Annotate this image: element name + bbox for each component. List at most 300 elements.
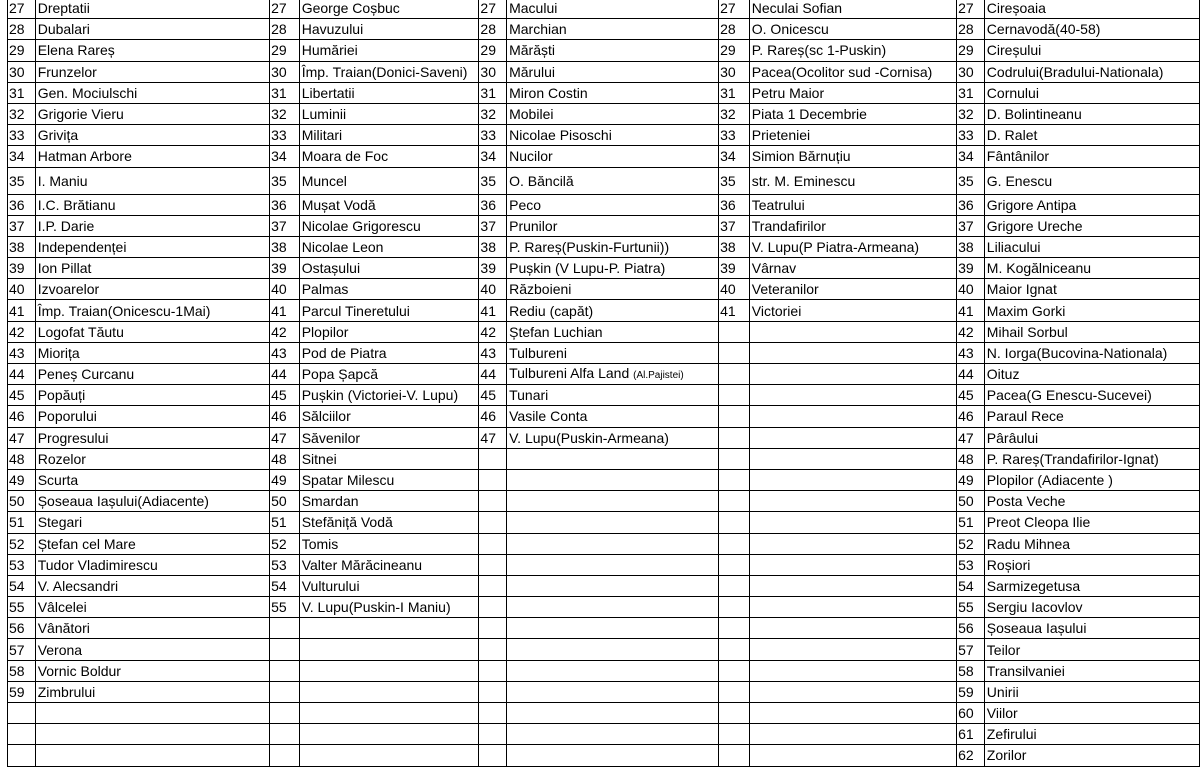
street-number-cell: 45 (270, 385, 300, 406)
street-name: Zimbrului (37, 683, 96, 700)
street-number-cell: 28 (719, 19, 750, 40)
street-name: Maxim Gorki (986, 302, 1066, 319)
street-name-cell (507, 427, 719, 448)
street-name: Sarmizegetusa (986, 577, 1081, 594)
street-name: Libertatii (301, 84, 355, 101)
streets-table-body (8, 0, 1200, 766)
table-row (8, 146, 1200, 167)
street-number-cell: 55 (8, 597, 36, 618)
street-name-cell (507, 279, 719, 300)
street-name: Zorilor (986, 747, 1027, 764)
street-name-cell (35, 0, 269, 19)
street-name-cell (749, 103, 956, 124)
street-number-cell: 34 (719, 146, 750, 167)
street-name-cell (507, 146, 719, 167)
street-name: Ostașului (301, 260, 361, 277)
street-number-cell (270, 724, 300, 745)
street-name-cell (35, 258, 269, 279)
street-number-cell: 30 (270, 61, 300, 82)
street-number-cell (719, 321, 750, 342)
street-name-cell (749, 82, 956, 103)
street-name-cell (984, 448, 1199, 469)
street-number-cell: 28 (957, 19, 985, 40)
street-number-cell: 28 (270, 19, 300, 40)
street-name-cell (299, 258, 479, 279)
street-number-cell (479, 512, 507, 533)
street-name: Ștefan Luchian (509, 323, 603, 340)
street-name-cell (299, 554, 479, 575)
street-number-cell: 34 (479, 146, 507, 167)
street-name-cell (299, 385, 479, 406)
table-row (8, 279, 1200, 300)
table-row (8, 364, 1200, 385)
street-name: Vulturului (301, 577, 360, 594)
street-number-cell (8, 745, 36, 766)
street-name-cell (35, 103, 269, 124)
street-name-cell (749, 321, 956, 342)
street-name-cell (984, 19, 1199, 40)
street-name-cell (299, 194, 479, 215)
street-number-cell: 55 (270, 597, 300, 618)
street-number-cell: 37 (270, 215, 300, 236)
street-number-cell: 40 (8, 279, 36, 300)
street-number-cell: 37 (479, 215, 507, 236)
street-name-cell (35, 491, 269, 512)
street-name: Simion Bărnuțiu (751, 148, 851, 165)
street-number-cell: 28 (479, 19, 507, 40)
street-number-cell: 27 (957, 0, 985, 19)
street-number-cell: 51 (8, 512, 36, 533)
street-number-cell: 45 (479, 385, 507, 406)
street-number-cell: 45 (957, 385, 985, 406)
street-name: N. Iorga(Bucovina-Nationala) (986, 344, 1168, 361)
street-number-cell: 31 (479, 82, 507, 103)
street-name-cell (299, 491, 479, 512)
table-row (8, 703, 1200, 724)
street-number-cell (719, 554, 750, 575)
street-name-cell (749, 703, 956, 724)
street-number-cell: 41 (270, 300, 300, 321)
street-name: Nicolae Pisoschi (509, 127, 612, 144)
street-name: Elena Rareș (37, 42, 115, 59)
street-name-cell (507, 103, 719, 124)
street-number-cell (479, 724, 507, 745)
street-name-cell (749, 660, 956, 681)
street-name-cell (749, 385, 956, 406)
street-number-cell (479, 575, 507, 596)
table-row (8, 406, 1200, 427)
street-number-cell (719, 681, 750, 702)
street-name-cell (299, 236, 479, 257)
table-row (8, 103, 1200, 124)
street-name: Pod de Piatra (301, 344, 387, 361)
street-name: Teatrului (751, 196, 805, 213)
street-number-cell: 31 (719, 82, 750, 103)
street-number-cell (479, 618, 507, 639)
street-name-cell (507, 575, 719, 596)
street-number-cell: 39 (957, 258, 985, 279)
street-number-cell: 50 (957, 491, 985, 512)
street-number-cell (479, 703, 507, 724)
street-number-cell: 34 (957, 146, 985, 167)
street-name-cell (299, 40, 479, 61)
street-number-cell: 45 (8, 385, 36, 406)
street-name-cell (984, 724, 1199, 745)
table-row (8, 469, 1200, 490)
street-name-cell (35, 215, 269, 236)
street-number-cell: 50 (8, 491, 36, 512)
street-number-cell: 29 (957, 40, 985, 61)
street-name-cell (299, 618, 479, 639)
table-row (8, 194, 1200, 215)
street-number-cell: 27 (479, 0, 507, 19)
table-row (8, 236, 1200, 257)
street-name-cell (749, 745, 956, 766)
street-name-cell (749, 639, 956, 660)
street-name: Mobilei (509, 106, 554, 123)
street-name-cell (35, 597, 269, 618)
street-name: D. Bolintineanu (986, 106, 1082, 123)
street-name-cell (35, 19, 269, 40)
street-number-cell: 41 (957, 300, 985, 321)
street-number-cell (270, 639, 300, 660)
street-name-cell (749, 167, 956, 194)
street-name-cell (507, 639, 719, 660)
street-name: Tomis (301, 535, 339, 552)
street-number-cell (719, 660, 750, 681)
street-name: Sergiu Iacovlov (986, 599, 1083, 616)
street-name: O. Băncilă (509, 172, 574, 189)
street-name-cell (984, 681, 1199, 702)
street-number-cell (270, 703, 300, 724)
street-name: Verona (37, 641, 83, 658)
street-number-cell (719, 745, 750, 766)
street-name-cell (984, 597, 1199, 618)
street-name: I. Maniu (37, 172, 88, 189)
street-name: Trandafirilor (751, 217, 826, 234)
table-row (8, 385, 1200, 406)
street-name: P. Rareș(Trandafirilor-Ignat) (986, 450, 1159, 467)
street-number-cell: 32 (719, 103, 750, 124)
street-number-cell: 32 (270, 103, 300, 124)
street-name-cell (749, 61, 956, 82)
street-number-cell: 44 (479, 364, 507, 385)
street-name: Prunilor (509, 217, 558, 234)
street-name: Paraul Rece (986, 408, 1064, 425)
street-number-cell (719, 342, 750, 363)
street-name-cell (35, 61, 269, 82)
street-name: Grigore Antipa (986, 196, 1077, 213)
street-name-cell (299, 427, 479, 448)
street-name-cell (299, 146, 479, 167)
table-row (8, 125, 1200, 146)
street-name: Poporului (37, 408, 97, 425)
street-name-cell (984, 0, 1199, 19)
street-name: Stefăniță Vodă (301, 514, 393, 531)
street-name-cell (984, 258, 1199, 279)
street-number-cell: 44 (957, 364, 985, 385)
street-name: V. Lupu(Puskin-Armeana) (509, 429, 669, 446)
street-number-cell (479, 681, 507, 702)
street-name: Împ. Traian(Donici-Saveni) (301, 63, 468, 80)
table-row (8, 19, 1200, 40)
street-number-cell: 41 (719, 300, 750, 321)
street-name: George Coșbuc (301, 0, 400, 17)
street-name-cell (299, 19, 479, 40)
street-name-cell (299, 82, 479, 103)
street-name-cell (507, 342, 719, 363)
street-number-cell (479, 491, 507, 512)
street-name: Rediu (capăt) (509, 302, 594, 319)
street-name-cell (749, 448, 956, 469)
street-number-cell: 32 (479, 103, 507, 124)
street-name: Peco (509, 196, 542, 213)
street-name-cell (35, 575, 269, 596)
street-number-cell: 42 (8, 321, 36, 342)
street-name-cell (984, 103, 1199, 124)
street-name-cell (299, 279, 479, 300)
street-name-cell (984, 236, 1199, 257)
street-name: Roșiori (986, 556, 1031, 573)
street-name: Maior Ignat (986, 281, 1057, 298)
street-name: Grigorie Vieru (37, 106, 124, 123)
street-name: Cernavodă(40-58) (986, 21, 1101, 38)
street-number-cell: 34 (8, 146, 36, 167)
street-number-cell: 30 (719, 61, 750, 82)
street-name: P. Rareș(Puskin-Furtunii)) (509, 238, 670, 255)
street-name-cell (35, 40, 269, 61)
street-name: Piata 1 Decembrie (751, 106, 867, 123)
street-name: Șoseaua Iașului(Adiacente) (37, 493, 209, 510)
table-row (8, 0, 1200, 19)
street-number-cell: 43 (270, 342, 300, 363)
street-name-cell (299, 660, 479, 681)
street-name: Plopilor (301, 323, 349, 340)
street-name-cell (749, 215, 956, 236)
street-number-cell: 54 (957, 575, 985, 596)
street-number-cell: 27 (270, 0, 300, 19)
table-row (8, 681, 1200, 702)
street-name: Mărului (509, 63, 556, 80)
street-number-cell: 30 (957, 61, 985, 82)
street-number-cell: 52 (957, 533, 985, 554)
street-name-cell (749, 125, 956, 146)
street-name: Pârâului (986, 429, 1039, 446)
street-number-cell: 35 (270, 167, 300, 194)
street-number-cell (479, 554, 507, 575)
street-number-cell: 28 (8, 19, 36, 40)
street-name-cell (749, 0, 956, 19)
street-name-cell (299, 745, 479, 766)
street-number-cell: 32 (957, 103, 985, 124)
street-name-cell (35, 364, 269, 385)
street-number-cell: 53 (8, 554, 36, 575)
street-number-cell: 60 (957, 703, 985, 724)
street-number-cell: 46 (957, 406, 985, 427)
street-name-cell (749, 236, 956, 257)
street-name: V. Lupu(P Piatra-Armeana) (751, 238, 920, 255)
street-number-cell (719, 533, 750, 554)
table-row (8, 215, 1200, 236)
street-name-cell (507, 597, 719, 618)
street-name-cell (984, 512, 1199, 533)
street-name-cell (507, 533, 719, 554)
street-name-cell (984, 618, 1199, 639)
table-row (8, 82, 1200, 103)
street-name-cell (299, 61, 479, 82)
street-number-cell: 30 (8, 61, 36, 82)
street-number-cell: 58 (8, 660, 36, 681)
street-number-cell (719, 597, 750, 618)
street-name-cell (749, 300, 956, 321)
street-name-cell (35, 167, 269, 194)
street-number-cell (719, 406, 750, 427)
street-number-cell: 40 (270, 279, 300, 300)
street-name: Izvoarelor (37, 281, 100, 298)
table-row (8, 618, 1200, 639)
street-name-cell (507, 491, 719, 512)
street-number-cell: 30 (479, 61, 507, 82)
street-name-cell (299, 342, 479, 363)
street-name-cell (299, 0, 479, 19)
street-number-cell: 38 (479, 236, 507, 257)
street-name: Ștefan cel Mare (37, 535, 136, 552)
street-number-cell (719, 385, 750, 406)
street-name-cell (35, 321, 269, 342)
street-name: Unirii (986, 683, 1019, 700)
street-number-cell (8, 724, 36, 745)
street-name-cell (749, 554, 956, 575)
street-name-cell (984, 125, 1199, 146)
street-number-cell (479, 639, 507, 660)
street-name: Frunzelor (37, 63, 97, 80)
street-number-cell: 37 (719, 215, 750, 236)
street-name: Tudor Vladimirescu (37, 556, 158, 573)
street-name: Vasile Conta (509, 408, 588, 425)
street-name-cell (749, 575, 956, 596)
street-number-cell: 41 (479, 300, 507, 321)
street-number-cell: 49 (8, 469, 36, 490)
street-name: Victoriei (751, 302, 802, 319)
street-name-cell (507, 385, 719, 406)
street-number-cell (719, 618, 750, 639)
street-number-cell (479, 745, 507, 766)
street-name: Pușkin (Victoriei-V. Lupu) (301, 387, 459, 404)
street-name: Gen. Mociulschi (37, 84, 138, 101)
street-name: Fântânilor (986, 148, 1050, 165)
street-name-cell (984, 167, 1199, 194)
street-name-cell (507, 406, 719, 427)
street-name-cell (299, 103, 479, 124)
street-name: Pacea(G Enescu-Sucevei) (986, 387, 1152, 404)
street-name-cell (35, 385, 269, 406)
street-number-cell (479, 469, 507, 490)
street-number-cell (8, 703, 36, 724)
street-name-cell (984, 342, 1199, 363)
table-row (8, 597, 1200, 618)
street-number-cell: 33 (479, 125, 507, 146)
street-number-cell (479, 533, 507, 554)
street-number-cell: 42 (270, 321, 300, 342)
street-number-cell: 33 (8, 125, 36, 146)
street-name: Rozelor (37, 450, 86, 467)
street-name-cell (984, 427, 1199, 448)
street-number-cell: 58 (957, 660, 985, 681)
street-name: Petru Maior (751, 84, 825, 101)
street-name: Vânători (37, 620, 90, 637)
street-name-cell (749, 491, 956, 512)
street-name-cell (507, 703, 719, 724)
street-name-cell (299, 597, 479, 618)
street-name-cell (749, 724, 956, 745)
street-name-cell (299, 469, 479, 490)
street-number-cell: 38 (8, 236, 36, 257)
street-name-cell (507, 681, 719, 702)
street-name: Smardan (301, 493, 359, 510)
street-number-cell: 31 (957, 82, 985, 103)
street-number-cell: 29 (479, 40, 507, 61)
street-name: Moara de Foc (301, 148, 389, 165)
table-row (8, 575, 1200, 596)
street-number-cell: 39 (8, 258, 36, 279)
street-number-cell: 47 (8, 427, 36, 448)
street-number-cell (270, 618, 300, 639)
street-name: Transilvaniei (986, 662, 1065, 679)
street-number-cell: 38 (270, 236, 300, 257)
street-number-cell: 59 (8, 681, 36, 702)
street-number-cell: 36 (8, 194, 36, 215)
street-number-cell: 36 (719, 194, 750, 215)
street-name: Vâlcelei (37, 599, 87, 616)
street-number-cell: 27 (8, 0, 36, 19)
street-number-cell (719, 469, 750, 490)
street-number-cell: 59 (957, 681, 985, 702)
street-name-cell (35, 342, 269, 363)
street-name: Mușat Vodă (301, 196, 376, 213)
street-name-cell (984, 194, 1199, 215)
street-number-cell: 36 (479, 194, 507, 215)
street-number-cell (719, 724, 750, 745)
street-name: Șoseaua Iașului (986, 620, 1087, 637)
street-number-cell: 62 (957, 745, 985, 766)
street-number-cell: 42 (479, 321, 507, 342)
street-number-cell (719, 512, 750, 533)
street-name-cell (507, 618, 719, 639)
street-number-cell: 57 (957, 639, 985, 660)
street-number-cell: 57 (8, 639, 36, 660)
street-name: Parcul Tineretului (301, 302, 410, 319)
street-number-cell (719, 364, 750, 385)
table-row (8, 258, 1200, 279)
street-name-cell (984, 385, 1199, 406)
street-name: Progresului (37, 429, 109, 446)
street-name: Independenței (37, 238, 127, 255)
street-name-cell (749, 681, 956, 702)
street-name-cell (299, 364, 479, 385)
street-name: Ion Pillat (37, 260, 92, 277)
street-name: str. M. Eminescu (751, 172, 856, 189)
street-name-cell (35, 236, 269, 257)
street-name: Săvenilor (301, 429, 361, 446)
street-name-cell (984, 575, 1199, 596)
table-row (8, 533, 1200, 554)
street-name: V. Lupu(Puskin-I Maniu) (301, 599, 451, 616)
table-row (8, 491, 1200, 512)
street-name-cell (507, 125, 719, 146)
street-number-cell (719, 703, 750, 724)
street-number-cell: 39 (479, 258, 507, 279)
street-name-cell (984, 61, 1199, 82)
